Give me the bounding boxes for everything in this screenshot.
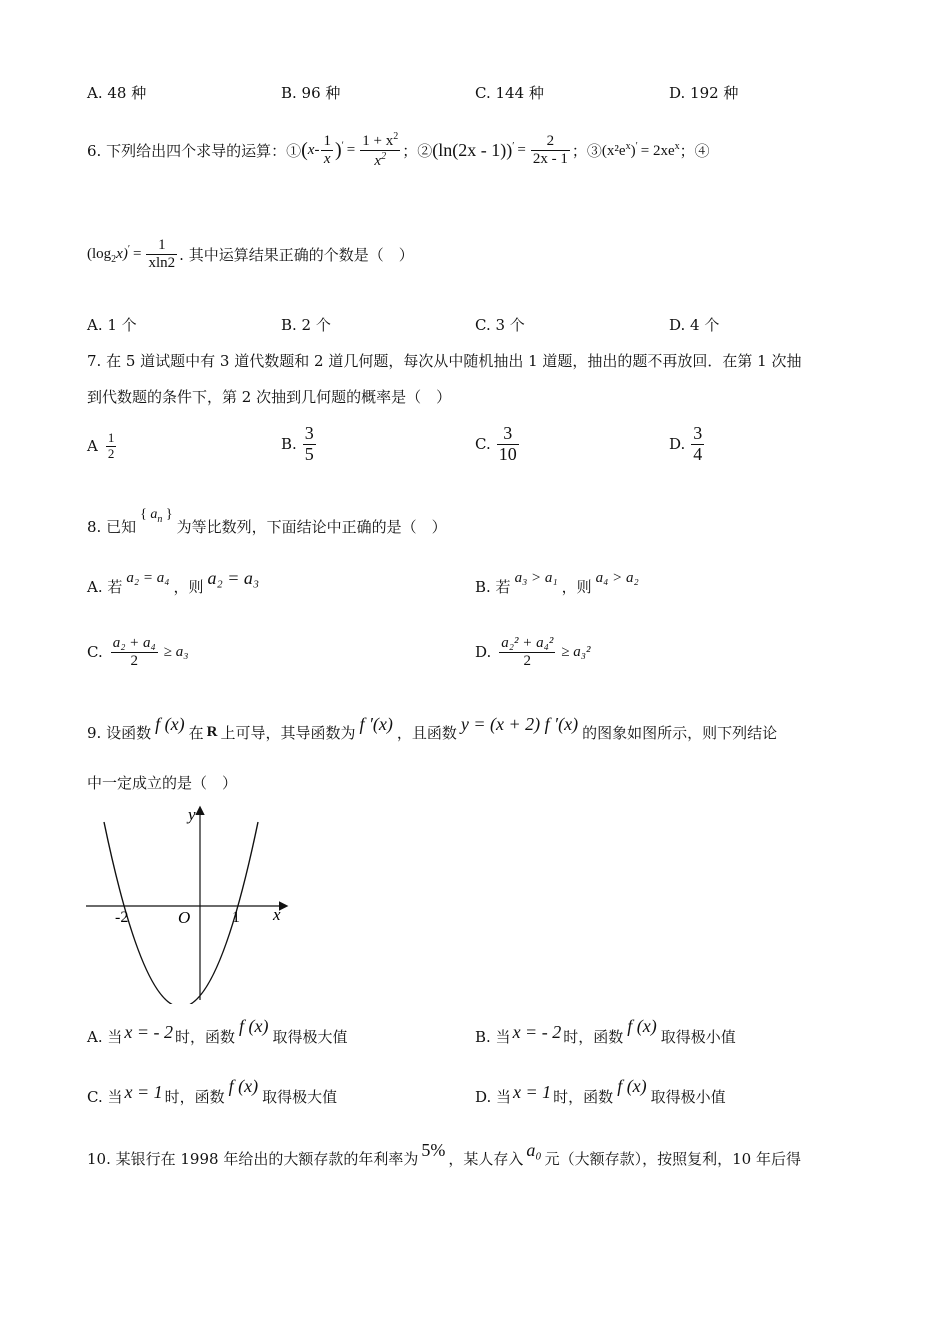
q6-option-b: B. 2 个 bbox=[281, 316, 331, 334]
q8-sequence: { $a_n$ } bbox=[140, 507, 173, 525]
q9-stem-line1: 9. 设函数 f (x) 在 R 上可导，其导函数为 f ′(x) ，且函数 y = (x + 2) f ′(x) 的图象如图所示，则下列结论 bbox=[87, 713, 778, 742]
q8-option-d: D. $\frac{\text{a₂² + a₄²}}{2}$ ≥ a₃² bbox=[475, 635, 591, 669]
q9-a-f: f (x) bbox=[239, 1015, 269, 1036]
q9-stem-line2: 中一定成立的是（ ） bbox=[87, 774, 238, 792]
q8-a-cond: a₂ = a₄ bbox=[126, 569, 170, 586]
q6-f1-eq: = bbox=[346, 141, 356, 158]
q9-option-c: C. 当 x = 1 时，函数 f (x) 取得极大值 bbox=[87, 1075, 338, 1106]
q9-b-f: f (x) bbox=[627, 1015, 657, 1036]
q5-option-d: D. 192 种 bbox=[669, 84, 739, 102]
q6-f1-lparen: ( bbox=[301, 138, 308, 161]
q6-f1-frac: $\frac{1}{x}$ bbox=[323, 133, 331, 167]
q9-a-cond: x = - 2 bbox=[124, 1021, 174, 1042]
q10-stem: 10. 某银行在 1998 年给出的大额存款的年利率为 5% ，某人存入 a₀ 元（大额存款），按照复利，10 年后得 bbox=[87, 1139, 801, 1168]
q6-sep4: ；④ bbox=[679, 141, 710, 160]
q9-option-b: B. 当 x = - 2 时，函数 f (x) 取得极小值 bbox=[475, 1015, 736, 1046]
q6-option-c: C. 3 个 bbox=[475, 316, 525, 334]
q7-b-frac: $\frac{3}{5}$ bbox=[304, 422, 314, 464]
q6-line1 bbox=[87, 124, 710, 176]
q5-option-a: A. 48 种 bbox=[87, 84, 147, 102]
q8-b-res: a₄ > a₂ bbox=[595, 569, 639, 586]
q6-intro: 6. 下列给出四个求导的运算：① bbox=[87, 141, 302, 160]
q9-b-cond: x = - 2 bbox=[512, 1021, 562, 1042]
q8-a-res: a₂ = a₃ bbox=[207, 567, 260, 588]
q6-f3-rhs: = $2xe^x$ bbox=[640, 140, 680, 159]
q7-option-c: C. $\frac{3}{10}$ bbox=[475, 422, 517, 464]
q8-stem: 8. 已知 { $a_n$ } 为等比数列，下面结论中正确的是（ ） bbox=[87, 507, 447, 536]
q9-fx: f (x) bbox=[155, 713, 185, 734]
q9-yexpr: y = (x + 2) f ′(x) bbox=[460, 713, 579, 734]
q6-f1-x: x bbox=[307, 141, 315, 158]
q9-graph bbox=[82, 802, 292, 1004]
q6-f4-eq: = bbox=[133, 245, 142, 262]
root-neg2-label: -2 bbox=[115, 909, 129, 926]
q9-d-f: f (x) bbox=[617, 1075, 647, 1096]
q6-sep3: ；③ bbox=[571, 141, 602, 160]
q6-f2-result: $\frac{2}{2x - 1}$ bbox=[532, 133, 568, 167]
q7-d-frac: $\frac{3}{4}$ bbox=[693, 422, 703, 464]
q10-rate: 5% bbox=[421, 1139, 446, 1160]
q9-option-a: A. 当 x = - 2 时，函数 f (x) 取得极大值 bbox=[87, 1015, 348, 1046]
q9-c-cond: x = 1 bbox=[124, 1081, 163, 1102]
q7-line1: 7. 在 5 道试题中有 3 道代数题和 2 道几何题，每次从中随机抽出 1 道题，抽出的题不再放回．在第 1 次抽 bbox=[87, 352, 802, 370]
origin-label: O bbox=[178, 908, 191, 927]
q7-c-frac: $\frac{3}{10}$ bbox=[498, 422, 517, 464]
q6-f2-eq: = bbox=[517, 141, 526, 158]
q7-a-frac: $\frac{1}{2}$ bbox=[107, 430, 115, 461]
q8-d-rhs: ≥ a₃² bbox=[561, 643, 591, 660]
q9-d-cond: x = 1 bbox=[513, 1081, 552, 1102]
q7-option-a: A $\frac{1}{2}$ bbox=[87, 430, 115, 461]
q7-option-d: D. $\frac{3}{4}$ bbox=[669, 422, 703, 464]
q8-d-frac: $\frac{\text{a₂² + a₄²}}{2}$ bbox=[501, 635, 554, 669]
q7-option-b: B. $\frac{3}{5}$ bbox=[281, 422, 314, 464]
q9-R: R bbox=[206, 723, 218, 740]
q9-c-f: f (x) bbox=[228, 1075, 259, 1096]
q6-question: . 其中运算结果正确的个数是（ ） bbox=[179, 245, 414, 264]
q6-f3-expr: $(x^2e^x)'$ bbox=[601, 140, 638, 159]
q6-line2 bbox=[87, 230, 414, 278]
q5-option-c: C. 144 种 bbox=[475, 84, 544, 102]
q6-f1-result: $\frac{1 + x^2}{x^2}$ bbox=[362, 131, 399, 169]
q6-f2-expr: (ln(2x - 1))′ bbox=[432, 139, 515, 160]
q5-option-b: B. 96 种 bbox=[281, 84, 341, 102]
q6-f4-result: $\frac{1}{xln2}$ bbox=[148, 237, 176, 271]
q8-option-b: B. 若 a₃ > a₁ ，则 a₄ > a₂ bbox=[475, 569, 639, 596]
q9-fpx: f ′(x) bbox=[359, 713, 393, 734]
q6-f4-lhs: $(\log_2x)'$ bbox=[87, 243, 131, 265]
q8-c-frac: $\frac{\text{a₂ + a₄}}{2}$ bbox=[112, 635, 156, 669]
q6-option-d: D. 4 个 bbox=[669, 316, 720, 334]
q8-b-cond: a₃ > a₁ bbox=[514, 569, 558, 586]
q8-option-c: C. $\frac{\text{a₂ + a₄}}{2}$ ≥ a₃ bbox=[87, 635, 189, 669]
q9-option-d: D. 当 x = 1 时，函数 f (x) 取得极小值 bbox=[475, 1075, 726, 1106]
q7-line2: 到代数题的条件下，第 2 次抽到几何题的概率是（ ） bbox=[87, 388, 452, 406]
q6-sep2: ；② bbox=[402, 141, 433, 160]
q6-f1-minus: - bbox=[314, 141, 320, 158]
q6-f1-rparen: )′ bbox=[334, 138, 344, 161]
y-axis-label: y bbox=[188, 805, 196, 824]
root-1-label: 1 bbox=[232, 909, 240, 926]
q8-option-a: A. 若 a₂ = a₄ ，则 a₂ = a₃ bbox=[87, 567, 260, 596]
q10-a0: a₀ bbox=[526, 1139, 542, 1160]
x-axis-label: x bbox=[273, 905, 281, 924]
q6-option-a: A. 1 个 bbox=[87, 316, 137, 334]
q8-c-rhs: ≥ a₃ bbox=[163, 643, 189, 660]
